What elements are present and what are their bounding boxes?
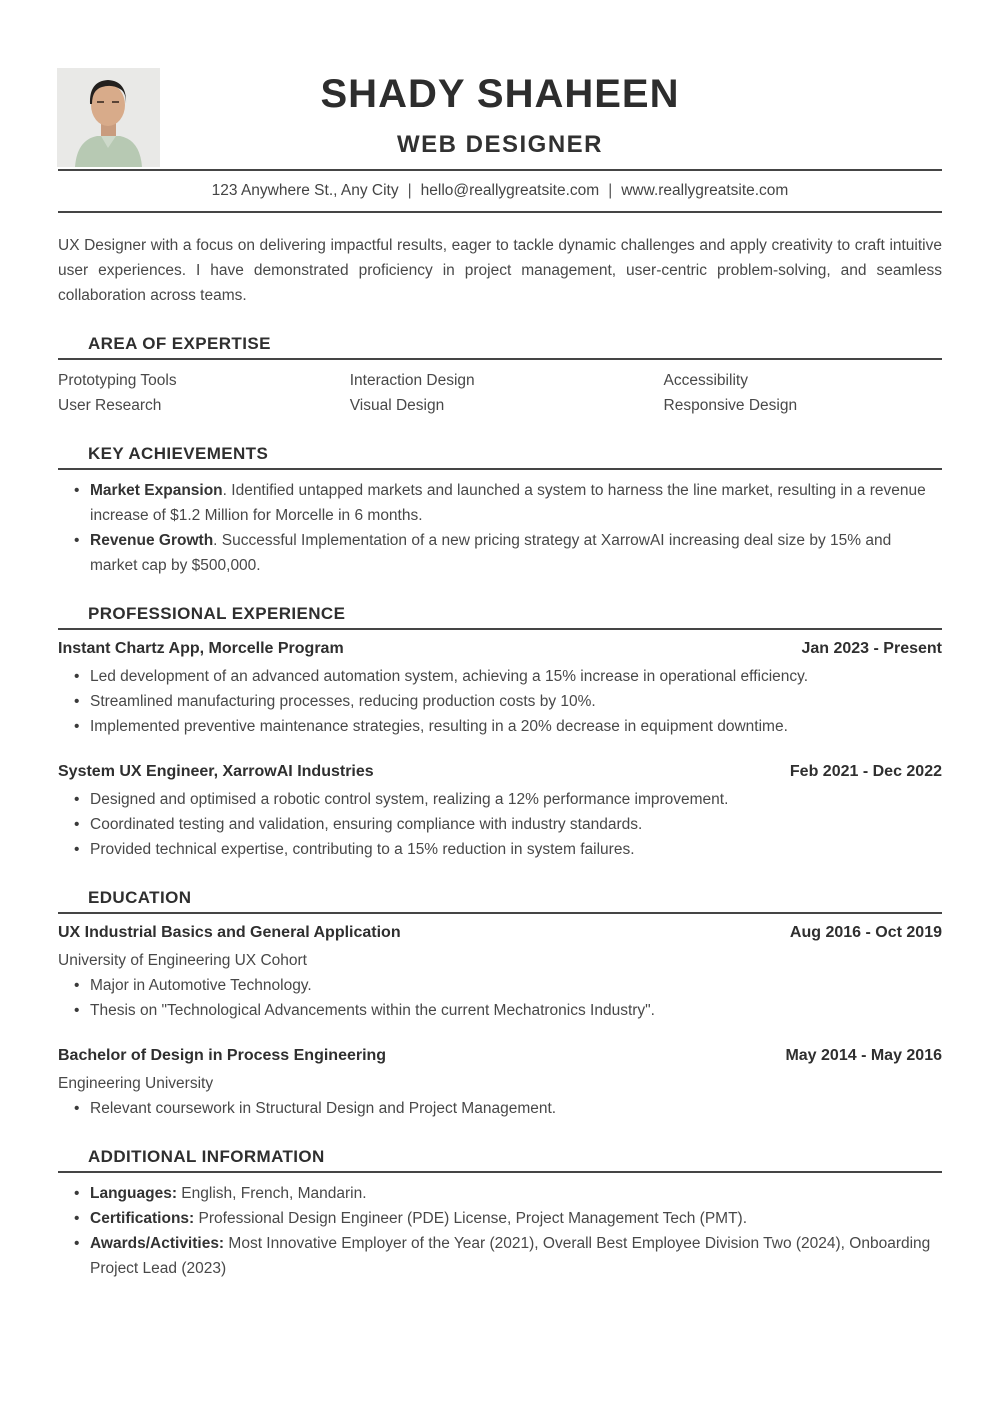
person-job-title: WEB DESIGNER [396,131,603,158]
job-dates: Feb 2021 - Dec 2022 [789,763,942,780]
additional-info-item [74,1181,942,1206]
education-bullet: • Major in Automotive Technology. [74,973,942,998]
section-education [58,888,942,1121]
experience-entry [58,638,942,739]
additional-info-list [58,1181,942,1281]
expertise-item: User Research [58,397,162,414]
experience-entry [58,761,942,862]
job-bullets [58,664,942,739]
achievement-text: . Successful Implementation of a new pricing strategy at XarrowAI increasing deal size by 15% and market cap by $500,000. [90,532,892,574]
job-bullets [58,787,942,862]
achievement-item [74,528,942,578]
expertise-item: Visual Design [349,397,445,414]
achievements-list [58,478,942,578]
education-bullets [58,1096,942,1121]
expertise-item: Accessibility [663,372,748,389]
info-label: Languages: [90,1185,177,1202]
additional-info-item [74,1206,942,1231]
info-label: Awards/Activities: [90,1235,225,1252]
section-area-of-expertise [58,334,942,418]
section-heading: AREA OF EXPERTISE [88,334,271,353]
degree-title: Bachelor of Design in Process Engineering [58,1047,387,1064]
expertise-column [58,368,350,418]
education-entry-head [58,922,942,944]
job-dates: Jan 2023 - Present [801,640,942,657]
education-bullet: • Thesis on "Technological Advancements within the current Mechatronics Industry". [74,998,942,1023]
job-bullet: • Coordinated testing and validation, ensuring compliance with industry standards. [74,812,942,837]
section-additional-information [58,1147,942,1281]
contact-line [58,171,942,211]
achievement-text: . Identified untapped markets and launched a system to harness the line market, resulting in a revenue increase of $1.2 Million for Morcelle in 6 months. [90,482,926,524]
education-bullets [58,973,942,1023]
section-professional-experience [58,604,942,862]
contact-email: hello@reallygreatsite.com [420,182,600,199]
contact-website: www.reallygreatsite.com [621,182,789,199]
degree-title: UX Industrial Basics and General Application [58,924,401,941]
section-divider [58,628,942,630]
experience-entry-head [58,638,942,660]
school-name: University of Engineering UX Cohort [58,952,307,969]
achievement-lead: Revenue Growth [90,532,214,549]
person-name: SHADY SHAHEEN [320,72,680,116]
header [58,72,942,213]
education-bullet: • Relevant coursework in Structural Design and Project Management. [74,1096,942,1121]
experience-entry-head [58,761,942,783]
job-bullet: • Designed and optimised a robotic control system, realizing a 12% performance improvement. [74,787,942,812]
section-divider [58,468,942,470]
job-bullet: • Provided technical expertise, contributing to a 15% reduction in system failures. [74,837,942,862]
profile-photo [57,68,160,167]
degree-dates: May 2014 - May 2016 [785,1047,942,1064]
info-label: Certifications: [90,1210,195,1227]
school-name: Engineering University [58,1075,214,1092]
section-heading: ADDITIONAL INFORMATION [88,1147,325,1166]
header-divider-bottom [58,211,942,213]
expertise-grid [58,368,942,418]
section-heading: EDUCATION [88,888,192,907]
info-text: English, French, Mandarin. [176,1185,367,1202]
info-text: Most Innovative Employer of the Year (2021), Overall Best Employee Division Two (2024), Onboarding Project Lead (2023) [90,1235,931,1277]
expertise-column [350,368,664,418]
expertise-column [664,368,942,418]
summary-paragraph: UX Designer with a focus on delivering impactful results, eager to tackle dynamic challenges and apply creativity to craft intuitive user experiences. I have demonstrated proficiency in project management, user-centric problem-solving, and seamless collaboration across teams. [58,237,942,304]
section-key-achievements [58,444,942,578]
contact-address: 123 Anywhere St., Any City [211,182,399,199]
section-divider [58,358,942,360]
job-bullet: • Streamlined manufacturing processes, reducing production costs by 10%. [74,689,942,714]
education-entry [58,922,942,1023]
contact-separator: | [608,182,613,199]
section-heading: KEY ACHIEVEMENTS [88,444,269,463]
job-bullet: • Implemented preventive maintenance strategies, resulting in a 20% decrease in equipment downtime. [74,714,942,739]
education-entry [58,1045,942,1121]
expertise-item: Prototyping Tools [58,372,177,389]
section-divider [58,912,942,914]
expertise-item: Interaction Design [349,372,475,389]
achievement-lead: Market Expansion [90,482,223,499]
degree-dates: Aug 2016 - Oct 2019 [789,924,942,941]
education-entry-head [58,1045,942,1067]
headshot-image [57,68,160,167]
additional-info-item [74,1231,942,1281]
section-heading: PROFESSIONAL EXPERIENCE [88,604,346,623]
achievement-item [74,478,942,528]
info-text: Professional Design Engineer (PDE) License, Project Management Tech (PMT). [194,1210,748,1227]
job-title: System UX Engineer, XarrowAI Industries [58,763,374,780]
job-title: Instant Chartz App, Morcelle Program [58,640,344,657]
job-bullet: • Led development of an advanced automation system, achieving a 15% increase in operational efficiency. [74,664,942,689]
section-divider [58,1171,942,1173]
expertise-item: Responsive Design [663,397,798,414]
contact-separator: | [407,182,412,199]
